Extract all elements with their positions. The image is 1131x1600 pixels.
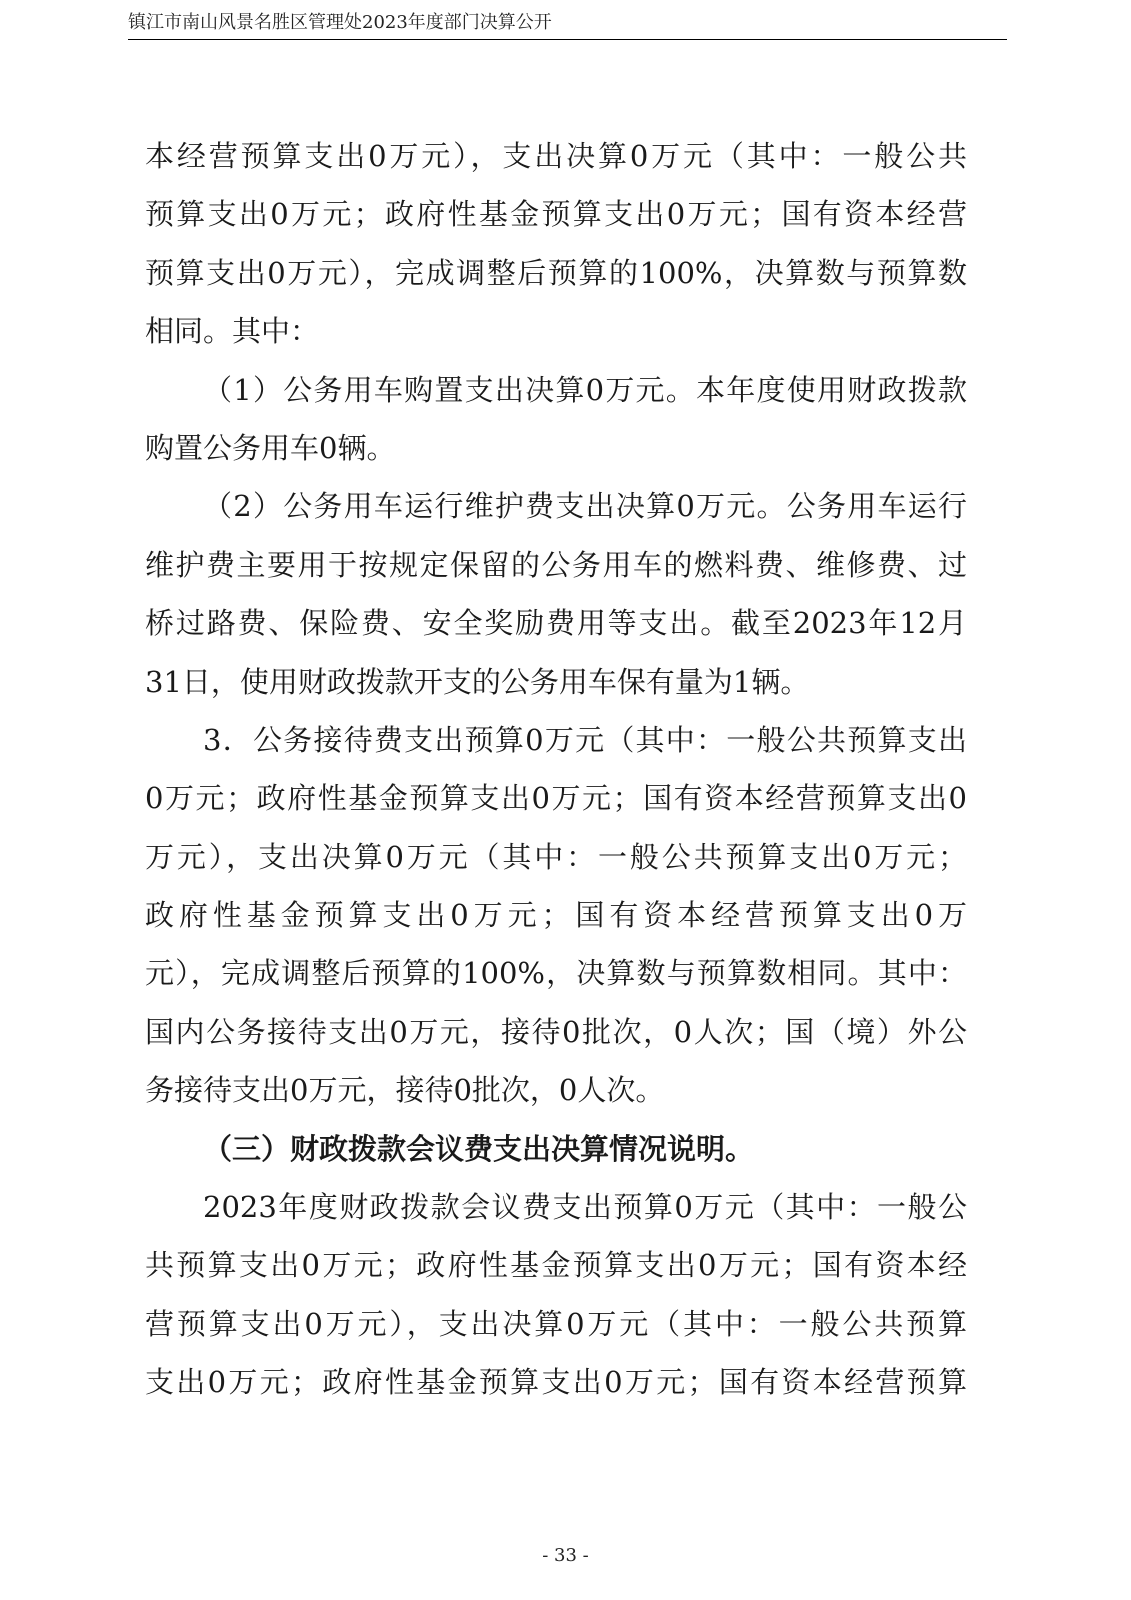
text-line: 国内公务接待支出0万元，接待0批次，0人次；国（境）外公 xyxy=(145,1014,967,1049)
text-line: 预算支出0万元），完成调整后预算的100%，决算数与预算数 xyxy=(145,255,967,290)
text-line: 政府性基金预算支出0万元；国有资本经营预算支出0万 xyxy=(145,898,967,933)
text-line: 务接待支出0万元，接待0批次，0人次。 xyxy=(145,1073,665,1108)
text-line: 本经营预算支出0万元），支出决算0万元（其中：一般公共 xyxy=(145,139,967,173)
document-header-title: 镇江市南山风景名胜区管理处2023年度部门决算公开 xyxy=(128,12,552,33)
text-line: 元），完成调整后预算的100%，决算数与预算数相同。其中： xyxy=(145,956,967,991)
text-line: （2）公务用车运行维护费支出决算0万元。公务用车运行 xyxy=(203,489,967,524)
text-line: 支出0万元；政府性基金预算支出0万元；国有资本经营预算 xyxy=(145,1365,967,1400)
section-heading: （三）财政拨款会议费支出决算情况说明。 xyxy=(203,1131,755,1166)
paragraph-continuation xyxy=(145,127,967,361)
header-divider xyxy=(128,39,1007,40)
text-line: 营预算支出0万元），支出决算0万元（其中：一般公共预算 xyxy=(145,1306,967,1341)
paragraph-reception-expenses xyxy=(145,711,967,1120)
text-line: 桥过路费、保险费、安全奖励费用等支出。截至2023年12月 xyxy=(145,606,967,641)
paragraph-vehicle-purchase xyxy=(145,361,967,478)
text-line: 维护费主要用于按规定保留的公务用车的燃料费、维修费、过 xyxy=(145,547,967,582)
text-line: 共预算支出0万元；政府性基金预算支出0万元；国有资本经 xyxy=(145,1248,967,1283)
text-line: （1）公务用车购置支出决算0万元。本年度使用财政拨款 xyxy=(203,372,967,407)
text-line: 万元），支出决算0万元（其中：一般公共预算支出0万元； xyxy=(145,839,967,874)
text-line: 31日，使用财政拨款开支的公务用车保有量为1辆。 xyxy=(145,664,810,699)
text-line: 购置公务用车0辆。 xyxy=(145,430,396,465)
page-number: - 33 - xyxy=(542,1545,589,1566)
text-line: 0万元；政府性基金预算支出0万元；国有资本经营预算支出0 xyxy=(145,781,967,816)
document-body xyxy=(145,127,967,1412)
paragraph-meeting-expenses xyxy=(145,1178,967,1412)
paragraph-vehicle-maintenance xyxy=(145,477,967,711)
text-line: 预算支出0万元；政府性基金预算支出0万元；国有资本经营 xyxy=(145,197,967,232)
text-line: 2023年度财政拨款会议费支出预算0万元（其中：一般公 xyxy=(203,1190,967,1225)
text-line: 3．公务接待费支出预算0万元（其中：一般公共预算支出 xyxy=(203,722,967,757)
text-line: 相同。其中： xyxy=(145,314,320,349)
